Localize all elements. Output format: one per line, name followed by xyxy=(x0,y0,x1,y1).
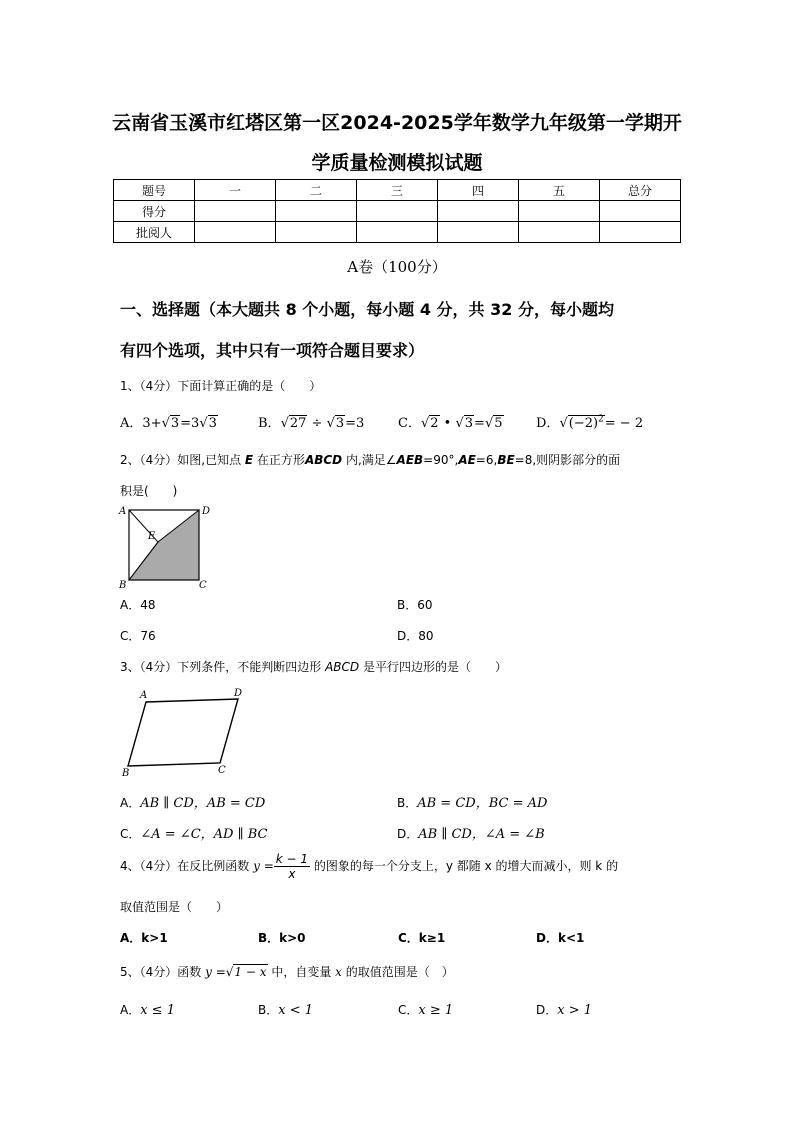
stem-text: 是平行四边形的是（ ） xyxy=(359,660,507,674)
question-2-stem xyxy=(120,451,620,468)
score-cell xyxy=(519,201,600,222)
q4-option-b: B．k>0 xyxy=(258,931,306,945)
radicand: 27 xyxy=(289,416,307,431)
score-header-cell: 题号 xyxy=(114,180,195,201)
radicand: (−2) xyxy=(568,416,599,431)
math-text: =3 xyxy=(345,416,365,431)
page-title-line1: 云南省玉溪市红塔区第一区2024-2025学年数学九年级第一学期开 xyxy=(112,112,682,134)
radicand: 3 xyxy=(335,416,345,431)
section-heading-line1: 一、选择题（本大题共 8 个小题，每小题 4 分，共 32 分，每小题均 xyxy=(120,300,614,319)
score-cell xyxy=(600,201,681,222)
volume-label: A卷（100分） xyxy=(347,258,447,276)
option-label: A． xyxy=(120,1003,141,1017)
option-text: AB ∥ CD，AB = CD xyxy=(140,796,266,811)
stem-text: 4、（4分）在反比例函数 xyxy=(120,859,254,873)
score-table-row xyxy=(114,201,681,222)
q5-option-b xyxy=(258,1001,313,1018)
radicand: 3 xyxy=(208,416,217,431)
math-var: y = xyxy=(253,859,274,873)
option-label: C． xyxy=(398,1003,419,1017)
question-3-stem xyxy=(120,658,507,675)
score-cell xyxy=(438,201,519,222)
question-4-stem xyxy=(120,849,618,883)
option-label: B． xyxy=(397,796,418,810)
point-label: A xyxy=(119,506,127,517)
q1-option-c: C．√2 • √3=√5 xyxy=(398,416,503,431)
score-cell xyxy=(438,222,519,243)
section-heading-line2: 有四个选项，其中只有一项符合题目要求） xyxy=(120,341,425,360)
stem-text: =6, xyxy=(475,453,498,467)
score-cell xyxy=(195,222,276,243)
score-table-header-row xyxy=(114,180,681,201)
math-text: • xyxy=(439,416,456,431)
score-cell xyxy=(357,201,438,222)
q1-option-b: B．√27 ÷ √3=3 xyxy=(258,416,365,431)
score-header-cell: 一 xyxy=(195,180,276,201)
shaded-region xyxy=(129,510,199,580)
option-label: B． xyxy=(258,1003,279,1017)
option-label: D． xyxy=(536,1003,558,1017)
option-text: x < 1 xyxy=(278,1003,313,1018)
question-4-stem-line2: 取值范围是（ ） xyxy=(120,900,229,914)
score-header-cell: 四 xyxy=(438,180,519,201)
radicand: 2 xyxy=(430,416,439,431)
math-var: x xyxy=(335,965,342,979)
math-var: BE xyxy=(497,453,515,467)
q5-option-d xyxy=(536,1001,592,1018)
q4-option-a: A．k>1 xyxy=(120,931,168,945)
q2-option-a: A．48 xyxy=(120,598,156,612)
page-title-line2: 学质量检测模拟试题 xyxy=(311,152,483,174)
point-label: B xyxy=(122,768,130,778)
q1-option-a: A．3+√3=3√3 xyxy=(120,416,217,431)
stem-text: 的图象的每一个分支上，y 都随 x 的增大而减小，则 k 的 xyxy=(310,859,619,873)
stem-text: =90°, xyxy=(423,453,459,467)
option-label: D． xyxy=(536,416,560,431)
option-label: C． xyxy=(398,416,421,431)
stem-text: =8,则阴影部分的面 xyxy=(514,453,621,467)
score-header-cell: 二 xyxy=(276,180,357,201)
fraction-numerator: k − 1 xyxy=(275,852,309,866)
question-5-stem: 5、（4分）函数 y =√1 − x 中，自变量 x 的取值范围是（ ） xyxy=(120,965,454,979)
math-text: = xyxy=(474,416,485,431)
math-var: E xyxy=(244,453,254,467)
option-label: A． xyxy=(120,416,143,431)
option-text: AB = CD，BC = AD xyxy=(417,796,548,811)
radicand: 1 − x xyxy=(234,965,267,979)
score-cell xyxy=(357,222,438,243)
radicand: 5 xyxy=(494,416,503,431)
point-label: C xyxy=(199,580,207,590)
exponent: 2 xyxy=(598,414,604,425)
q5-option-a xyxy=(120,1001,175,1018)
option-text: x ≥ 1 xyxy=(418,1003,454,1018)
score-table xyxy=(113,179,681,243)
question-2-stem-line2: 积是( ) xyxy=(120,484,178,498)
point-label: D xyxy=(202,506,211,517)
score-header-cell: 总分 xyxy=(600,180,681,201)
math-text: =3 xyxy=(180,416,200,431)
score-cell xyxy=(276,201,357,222)
math-var: AE xyxy=(458,453,476,467)
point-label: C xyxy=(218,765,226,776)
option-text: x > 1 xyxy=(557,1003,593,1018)
q3-parallelogram-figure xyxy=(116,686,252,778)
question-1-stem: 1、（4分）下面计算正确的是（ ） xyxy=(120,379,322,393)
q2-option-c: C．76 xyxy=(120,629,156,643)
parallelogram-abcd xyxy=(128,699,238,766)
q1-option-d: D．$√(-2)^2= - 2$ xyxy=(536,414,644,431)
option-label: D． xyxy=(397,827,419,841)
point-label: B xyxy=(119,580,127,590)
option-label: C． xyxy=(120,827,141,841)
q2-option-b: B．60 xyxy=(397,598,433,612)
score-cell xyxy=(519,222,600,243)
q2-option-d: D．80 xyxy=(397,629,434,643)
math-var: ABCD xyxy=(304,453,343,467)
option-text: AB ∥ CD，∠A = ∠B xyxy=(418,827,545,842)
radicand: 3 xyxy=(170,416,180,431)
q3-option-a xyxy=(120,792,265,811)
score-header-cell: 三 xyxy=(357,180,438,201)
math-var: AEB xyxy=(396,453,424,467)
point-label: E xyxy=(148,531,156,542)
score-cell xyxy=(600,222,681,243)
score-cell xyxy=(195,201,276,222)
stem-text: 2、（4分）如图,已知点 xyxy=(120,453,245,467)
fraction-denominator: x xyxy=(288,867,296,881)
point-label: D xyxy=(234,688,243,699)
math-text: 3+ xyxy=(142,416,162,431)
q4-option-d: D．k<1 xyxy=(536,931,585,945)
score-row-label: 批阅人 xyxy=(114,222,195,243)
point-label: A xyxy=(140,690,148,701)
score-row-label: 得分 xyxy=(114,201,195,222)
math-var: ABCD xyxy=(325,660,360,674)
fraction xyxy=(274,852,310,881)
radicand: 3 xyxy=(464,416,474,431)
stem-text: 中，自变量 xyxy=(267,965,336,979)
q3-option-d xyxy=(397,823,545,842)
math-text: ÷ xyxy=(307,416,327,431)
q5-option-c xyxy=(398,1001,453,1018)
score-table-row xyxy=(114,222,681,243)
stem-text: 在正方形 xyxy=(253,453,305,467)
option-text: ∠A = ∠C，AD ∥ BC xyxy=(140,827,268,842)
score-cell xyxy=(276,222,357,243)
math-var: y = xyxy=(205,965,226,979)
q2-square-figure xyxy=(114,502,214,590)
q4-option-c: C．k≥1 xyxy=(398,931,446,945)
q3-option-b xyxy=(397,792,547,811)
option-label: B． xyxy=(258,416,281,431)
q3-option-c xyxy=(120,823,268,842)
math-text: = − 2 xyxy=(604,416,644,431)
stem-text: 内,满足∠ xyxy=(342,453,397,467)
score-header-cell: 五 xyxy=(519,180,600,201)
stem-text: 5、（4分）函数 xyxy=(120,965,206,979)
option-label: A． xyxy=(120,796,141,810)
option-text: x ≤ 1 xyxy=(140,1003,175,1018)
stem-text: 3、（4分）下列条件，不能判断四边形 xyxy=(120,660,326,674)
stem-text: 的取值范围是（ ） xyxy=(341,965,454,979)
